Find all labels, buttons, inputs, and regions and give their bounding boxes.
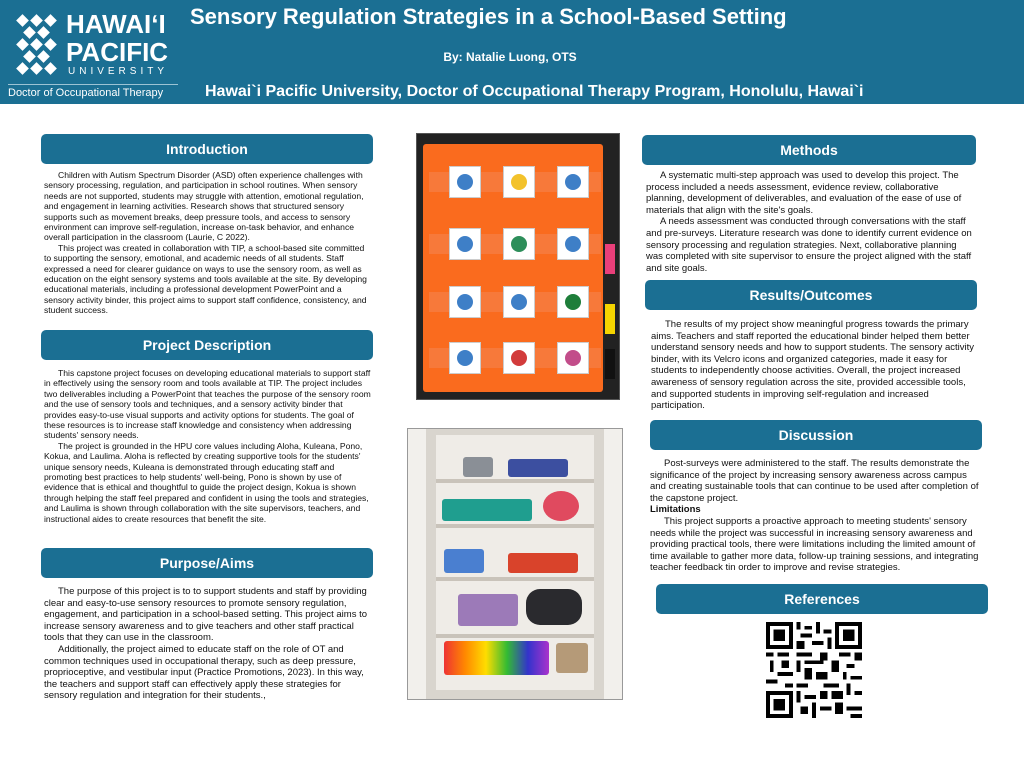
- sensory-tool: [556, 643, 588, 673]
- activity-card: [449, 166, 481, 198]
- discussion-body: [650, 458, 980, 574]
- poster-header: [0, 0, 1024, 104]
- project-description-body: [44, 368, 372, 524]
- methods-paragraph-2: A needs assessment was conducted through conversations with the staff and pre-surveys. Literature research was done to identify current evidence on sensory processing and regulation strategies. Next, collaborative planning was completed with site supervisor to ensure the project aligned with the staff and site goals.: [646, 216, 972, 274]
- sensory-binder: [423, 144, 603, 392]
- activity-card: [557, 166, 589, 198]
- cabinet-shelf: [436, 577, 594, 581]
- activity-card: [503, 166, 535, 198]
- activity-card: [557, 228, 589, 260]
- sensory-tool: [543, 491, 579, 521]
- purpose-body: [44, 586, 374, 702]
- cabinet-shelf: [436, 479, 594, 483]
- discussion-paragraph-1: Post-surveys were administered to the staff. The results demonstrate the significance of the project by increasing sensory awareness across campus and creating sustainable tools that can continue to be used after completion of the capstone project.: [650, 458, 979, 504]
- introduction-paragraph-1: Children with Autism Spectrum Disorder (ASD) often experience challenges with sensory processing, regulation, and participation in school routines. When sensory needs are not supported, students may struggle with attention, emotional regulation, and engagement in learning activities. Research shows that structured sensory supports such as movement breaks, deep pressure tools, and access to sensory environment can improve self-regulation, increase on-task behavior, and enhance overall participation in the classroom (Laurie, C 2022).: [44, 170, 364, 243]
- activity-card: [557, 342, 589, 374]
- sensory-tool: [508, 553, 578, 573]
- introduction-heading: Introduction: [41, 134, 373, 164]
- introduction-body: [44, 170, 372, 316]
- limitations-label: Limitations: [650, 504, 701, 516]
- sensory-tool: [526, 589, 582, 625]
- activity-card: [449, 228, 481, 260]
- cabinet-shelf: [436, 634, 594, 638]
- activity-card: [503, 286, 535, 318]
- project-description-paragraph-2: The project is grounded in the HPU core values including Aloha, Kuleana, Pono, Kokua, and Laulima. Aloha is reflected by creating supportive tools for the students' unique sensory needs, Kuleana is demonstrated through educating staff and promoting best practices to help students' well-being, Pono is shown by use of evidence that is ethical and thoughtful to guide the project design, Kokua is shown through helping the staff feel prepared and confident in using the tools and strategies, and Laulima is shown through collaboration with the site supervisors, teachers, and instructional aides to create resources that benefit the site.: [44, 440, 369, 524]
- binder-tab: [605, 349, 615, 379]
- methods-heading: Methods: [642, 135, 976, 165]
- introduction-paragraph-2: This project was created in collaboration with TIP, a school-based site committed to supporting the sensory, emotional, and academic needs of all students. Staff expressed a need for clearer guidance on ways to use the sensory room, as well as education on the eight sensory systems and tools available at the site. By developing educational materials, including a professional development PowerPoint and a sensory activity binder, this project aims to support staff confidence, consistency, and student success.: [44, 242, 367, 316]
- cabinet-photo: [407, 428, 623, 700]
- project-description-paragraph-1: This capstone project focuses on developing educational materials to support staff in effectively using the sensory room and tools available at TIP. The project includes two deliverables including a PowerPoint that teaches the purpose of the sensory room and the use of sensory tools and techniques, and a sensory activity binder that provides easy-to-use visual supports and activity options for students. The goal of these resources is to increase staff knowledge and consistency when addressing students' sensory needs.: [44, 368, 371, 441]
- activity-card: [503, 228, 535, 260]
- activity-card: [557, 286, 589, 318]
- discussion-heading: Discussion: [650, 420, 982, 450]
- logo-line2: PACIFIC: [66, 37, 169, 67]
- activity-card: [503, 342, 535, 374]
- purpose-heading: Purpose/Aims: [41, 548, 373, 578]
- methods-body: [646, 170, 976, 274]
- sensory-tool: [442, 499, 532, 521]
- references-qr-code-icon[interactable]: [766, 622, 862, 718]
- poster-affiliation: Hawai`i Pacific University, Doctor of Occupational Therapy Program, Honolulu, Hawai`i: [205, 83, 864, 100]
- poster-title: Sensory Regulation Strategies in a School-Based Setting: [190, 4, 787, 29]
- poster-author: By: Natalie Luong, OTS: [443, 50, 577, 64]
- results-heading: Results/Outcomes: [645, 280, 977, 310]
- activity-card: [449, 342, 481, 374]
- results-body: [651, 319, 977, 412]
- activity-card: [449, 286, 481, 318]
- discussion-paragraph-2: This project supports a proactive approach to meeting students' sensory needs while the project was successful in increasing sensory awareness and providing practical tools, there were limitations including the limited amount of time available to gather more data, follow-up training sessions, and integrating teacher feedback tin order to improve and revise strategies.: [650, 515, 979, 574]
- sensory-tool: [458, 594, 518, 626]
- project-description-heading: Project Description: [41, 330, 373, 360]
- purpose-paragraph-2: Additionally, the project aimed to educate staff on the role of OT and common techniques used in occupational therapy, such as deep pressure, proprioceptive, and vestibular input (Practice Promotions, 2023). In this way, the teachers and support staff can effectively apply these strategies for sensory regulation and integration for their students.,: [44, 643, 364, 702]
- binder-tab: [605, 244, 615, 274]
- logo-line3: UNIVERSITY: [68, 66, 169, 77]
- sensory-tool: [444, 549, 484, 573]
- logo-diamond-pattern-icon: [14, 14, 58, 74]
- results-paragraph-1: The results of my project show meaningful progress towards the primary aims. Teachers and staff reported the educational binder helped them better understand sensory needs and how to support students. The sensory activity binder, with its Velcro icons and organized categories, made it easy for students to independently choose activities. Overall, the project increased awareness of sensory regulation across the site, provided accessible tools, and supported students in improving self-regulation and increased participation.: [651, 319, 975, 412]
- binder-tab: [605, 194, 615, 224]
- sensory-tool: [444, 641, 549, 675]
- sensory-tool: [463, 457, 493, 477]
- binder-tab: [605, 304, 615, 334]
- logo-line1: HAWAIʻI: [66, 9, 166, 39]
- purpose-paragraph-1: The purpose of this project is to to support students and staff by providing clear and easy-to-use sensory resources to promote sensory regulation, engagement, and participation in a school-based setting. This project aims to increase sensory awareness and to give teachers and other staff practical tools that they can use in the classroom.: [44, 586, 368, 644]
- cabinet-shelf: [436, 524, 594, 528]
- sensory-tool: [508, 459, 568, 477]
- logo-program: Doctor of Occupational Therapy: [8, 84, 178, 99]
- methods-paragraph-1: A systematic multi-step approach was used to develop this project. The process included a needs assessment, evidence review, collaborative planning, development of deliverables, and evaluation of the ease of use of materials that align with the site's goals.: [646, 170, 962, 216]
- university-logo: [8, 8, 178, 98]
- binder-photo: [416, 133, 620, 400]
- references-heading: References: [656, 584, 988, 614]
